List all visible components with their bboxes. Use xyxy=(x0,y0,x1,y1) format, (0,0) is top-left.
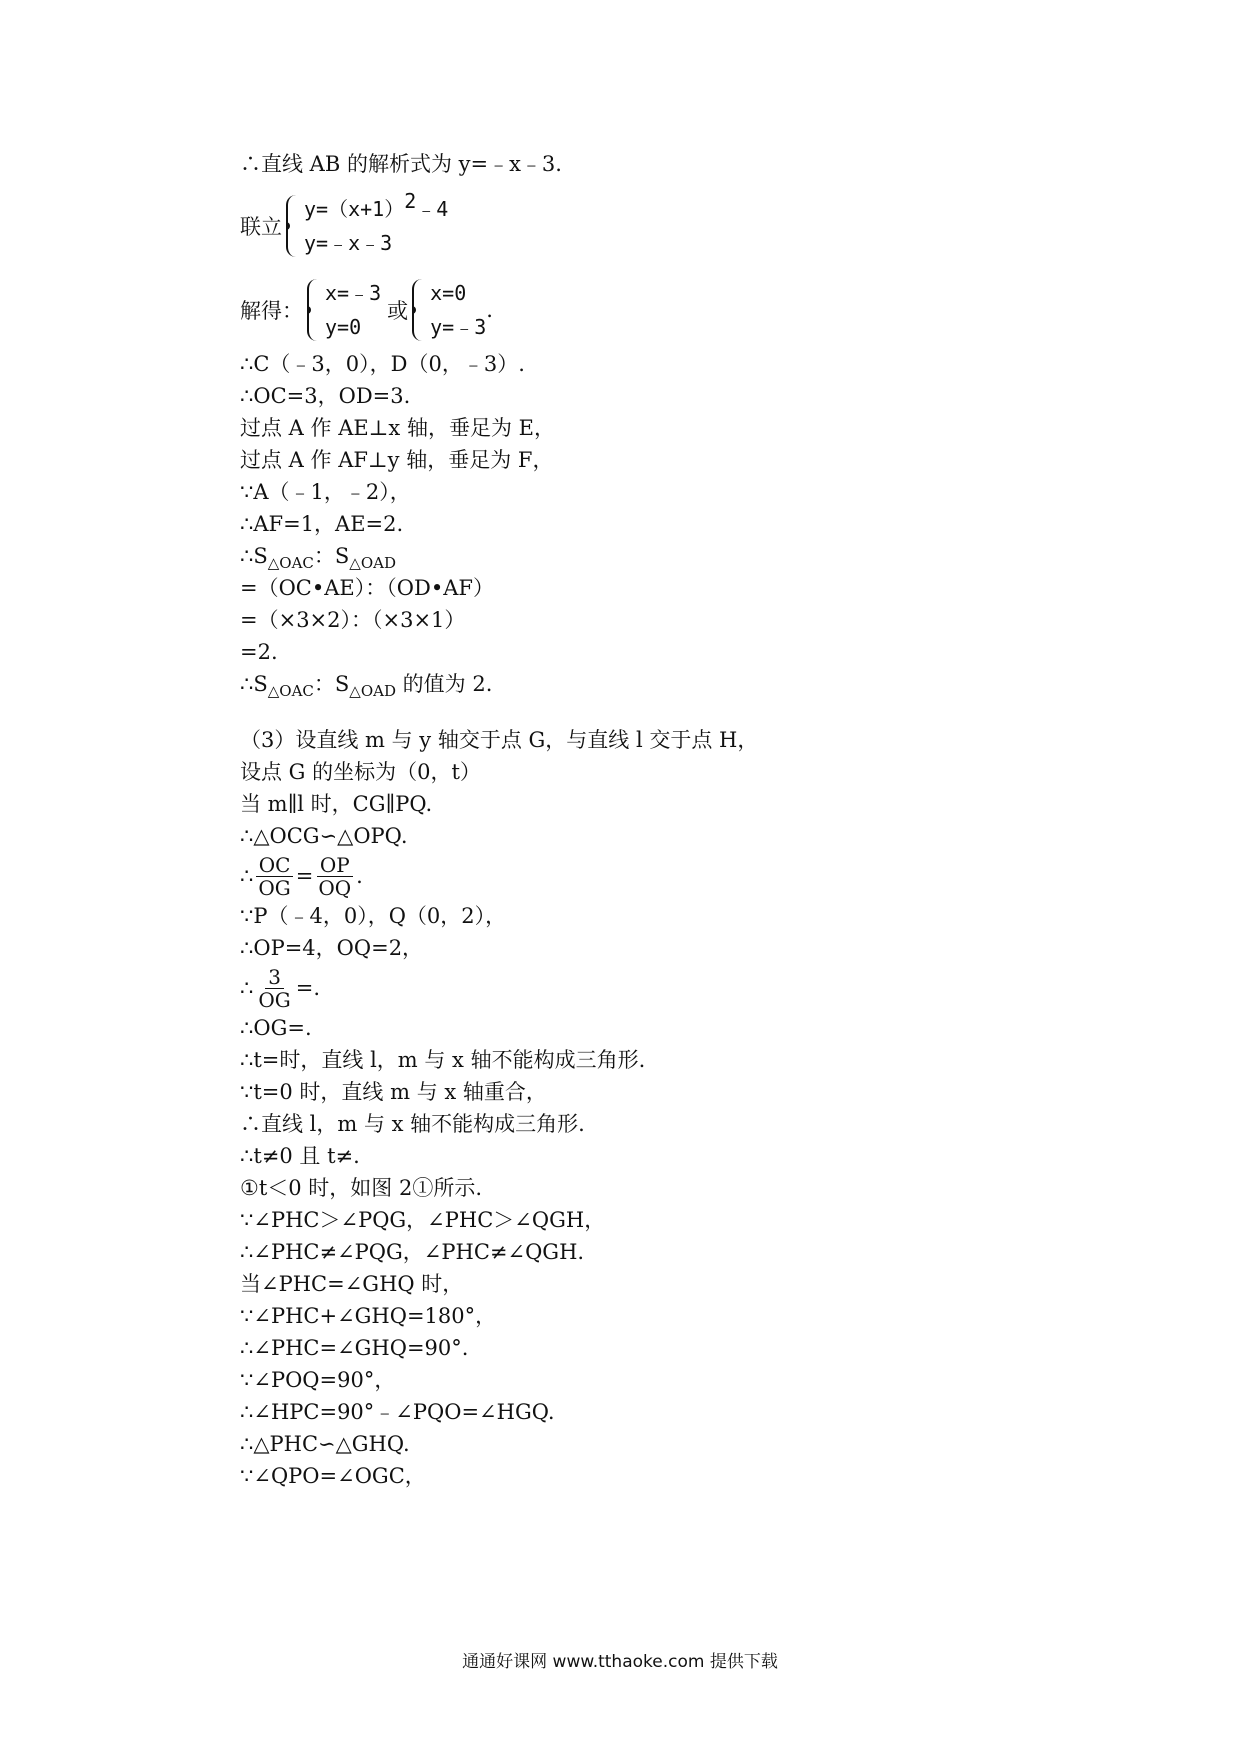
fraction xyxy=(255,854,293,899)
solution-y: y=﹣3 xyxy=(430,315,487,339)
text-line: ∴OP=4，OQ=2， xyxy=(240,936,424,960)
text-line: 当 m∥l 时，CG∥PQ. xyxy=(240,792,433,816)
equation-base: y=（x+1） xyxy=(304,197,405,221)
text-line: ∵∠PHC+∠GHQ=180°， xyxy=(240,1304,497,1328)
text-line: （3）设直线 m 与 y 轴交于点 G，与直线 l 交于点 H， xyxy=(240,728,759,752)
text-part: ∴S xyxy=(240,672,268,696)
text-part: 的值为 2. xyxy=(396,672,493,696)
numerator: OP xyxy=(317,854,353,877)
solution-set-1 xyxy=(325,278,381,342)
area-ratio-line xyxy=(240,540,1080,572)
text-line: ∴AF=1，AE=2. xyxy=(240,512,404,536)
fraction xyxy=(315,854,354,899)
solution-x: x=﹣3 xyxy=(325,281,382,305)
text-line: ∴C（﹣3，0），D（0，﹣3）. xyxy=(240,352,525,376)
text-line: ∵∠POQ=90°， xyxy=(240,1368,396,1392)
solution-x: x=0 xyxy=(430,281,467,305)
solution-system xyxy=(240,272,1080,348)
text-line: 当∠PHC=∠GHQ 时， xyxy=(240,1272,464,1296)
text-line: ∵∠QPO=∠OGC， xyxy=(240,1464,426,1488)
equation-1 xyxy=(304,189,449,224)
text-line: ∵t=0 时，直线 m 与 x 轴重合， xyxy=(240,1080,547,1104)
equation-tail: ﹣4 xyxy=(416,197,449,221)
area-ratio-result-line xyxy=(240,668,1080,700)
equals-sign: = xyxy=(295,864,314,888)
text-line: ∴直线 AB 的解析式为 y=﹣x﹣3. xyxy=(240,152,562,176)
text-line: 设点 G 的坐标为（0，t） xyxy=(240,760,481,784)
text-line: 过点 A 作 AF⊥y 轴，垂足为 F， xyxy=(240,448,554,472)
numerator: 3 xyxy=(265,966,284,989)
text-part: ∴S xyxy=(240,544,268,568)
text-line: ∴∠PHC=∠GHQ=90°. xyxy=(240,1336,469,1360)
text-line: 过点 A 作 AE⊥x 轴，垂足为 E， xyxy=(240,416,555,440)
text-line: ①t＜0 时，如图 2①所示. xyxy=(240,1176,483,1200)
denominator: OG xyxy=(258,875,291,900)
text-part: ：S xyxy=(313,672,350,696)
period: . xyxy=(486,298,493,322)
equation-system xyxy=(240,180,1080,272)
equals-period: =. xyxy=(295,976,321,1000)
left-brace-icon xyxy=(412,279,426,341)
left-brace-icon xyxy=(307,279,321,341)
text-line: ∵A（﹣1，﹣2）， xyxy=(240,480,411,504)
numerator: OC xyxy=(256,854,294,877)
text-line: ∴直线 l，m 与 x 轴不能构成三角形. xyxy=(240,1112,585,1136)
solution-text xyxy=(240,148,1080,1492)
text-line: ∴t=时，直线 l，m 与 x 轴不能构成三角形. xyxy=(240,1048,646,1072)
therefore-symbol: ∴ xyxy=(240,864,254,888)
fraction-equation xyxy=(240,964,1080,1012)
equation-2: y=﹣x﹣3 xyxy=(304,231,393,255)
fraction xyxy=(255,966,293,1011)
text-line: =2. xyxy=(240,640,278,664)
text-line: =（×3×2）：（×3×1） xyxy=(240,608,466,632)
denominator: OQ xyxy=(318,875,352,900)
text-line: ∴△PHC∽△GHQ. xyxy=(240,1432,410,1456)
paragraph-gap xyxy=(240,700,1080,724)
or-text: 或 xyxy=(387,299,409,323)
text-line: ∴OG=. xyxy=(240,1016,312,1040)
subscript: △OAC xyxy=(267,554,314,572)
left-brace-icon xyxy=(286,195,300,257)
denominator: OG xyxy=(258,987,291,1012)
period: . xyxy=(356,864,363,888)
text-part: ：S xyxy=(313,544,350,568)
solution-y: y=0 xyxy=(325,315,362,339)
page-footer: 通通好课网 www.tthaoke.com 提供下载 xyxy=(462,1652,778,1672)
text-line: ∴∠HPC=90°﹣∠PQO=∠HGQ. xyxy=(240,1400,555,1424)
therefore-symbol: ∴ xyxy=(240,976,254,1000)
text-line: ∴OC=3，OD=3. xyxy=(240,384,411,408)
subscript: △OAC xyxy=(267,682,314,700)
text-line: ∴t≠0 且 t≠. xyxy=(240,1144,360,1168)
text-line: =（OC•AE）：（OD•AF） xyxy=(240,576,494,600)
subscript: △OAD xyxy=(349,682,396,700)
text-line: ∵P（﹣4，0），Q（0，2）， xyxy=(240,904,507,928)
exponent: 2 xyxy=(404,189,417,213)
text-line: 联立 xyxy=(240,215,282,239)
text-line: ∴∠PHC≠∠PQG，∠PHC≠∠QGH. xyxy=(240,1240,585,1264)
system-equations xyxy=(304,189,449,258)
text-line: ∵∠PHC＞∠PQG，∠PHC＞∠QGH， xyxy=(240,1208,606,1232)
subscript: △OAD xyxy=(349,554,396,572)
text-line: ∴△OCG∽△OPQ. xyxy=(240,824,408,848)
solution-set-2 xyxy=(430,278,486,342)
fraction-equation xyxy=(240,852,1080,900)
text-line: 解得： xyxy=(240,299,303,323)
